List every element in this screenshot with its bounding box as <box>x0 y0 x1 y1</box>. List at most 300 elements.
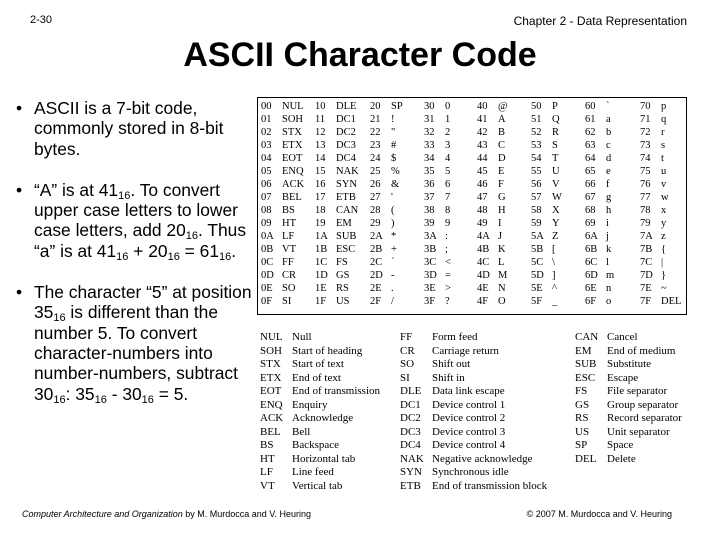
ascii-cell <box>640 204 681 217</box>
hex-code: 43 <box>477 140 488 151</box>
control-meaning: End of medium <box>607 344 676 357</box>
hex-code: 11 <box>315 114 326 125</box>
ascii-cell <box>315 152 359 165</box>
ascii-column <box>531 100 562 308</box>
control-meaning: Cancel <box>607 331 638 343</box>
ascii-cell <box>315 269 359 282</box>
ascii-cell <box>315 217 359 230</box>
ascii-cell <box>585 269 614 282</box>
legend-column <box>260 331 380 493</box>
bullet-list <box>16 98 252 425</box>
ascii-cell <box>585 126 614 139</box>
hex-code: 3F <box>424 296 436 307</box>
control-meaning: Bell <box>292 425 311 438</box>
ascii-symbol: K <box>498 244 506 255</box>
control-abbreviation: BEL <box>260 425 281 438</box>
hex-code: 2E <box>370 283 382 294</box>
control-abbreviation: CAN <box>575 331 599 343</box>
ascii-cell <box>531 139 562 152</box>
ascii-symbol: + <box>391 244 397 255</box>
control-meaning: File separator <box>607 385 668 397</box>
ascii-cell <box>261 269 304 282</box>
ascii-cell <box>640 269 681 282</box>
control-meaning: End of transmission <box>292 385 380 397</box>
legend-row <box>400 480 547 494</box>
ascii-cell <box>424 243 451 256</box>
ascii-symbol: A <box>498 114 506 125</box>
ascii-cell <box>640 282 681 295</box>
hex-code: 51 <box>531 114 542 125</box>
hex-code: 5C <box>531 257 544 268</box>
ascii-cell <box>424 178 451 191</box>
ascii-cell <box>261 243 304 256</box>
ascii-cell <box>640 113 681 126</box>
legend-column <box>400 331 547 493</box>
ascii-symbol: - <box>391 270 395 281</box>
hex-code: 15 <box>315 166 326 177</box>
hex-code: 3E <box>424 283 436 294</box>
ascii-symbol: S <box>552 140 558 151</box>
ascii-cell <box>477 204 508 217</box>
page-number: 2-30 <box>30 14 53 26</box>
ascii-symbol: ( <box>391 205 395 216</box>
control-meaning: Substitute <box>607 358 652 370</box>
ascii-symbol: # <box>391 140 397 151</box>
control-abbreviation: RS <box>575 412 589 424</box>
legend-row <box>575 331 682 345</box>
control-abbreviation: SI <box>400 371 410 384</box>
control-meaning: Null <box>292 331 312 343</box>
ascii-cell <box>531 191 562 204</box>
ascii-symbol: CAN <box>336 205 359 216</box>
ascii-symbol: ; <box>445 244 448 255</box>
ascii-cell <box>640 191 681 204</box>
ascii-symbol: SO <box>282 283 296 294</box>
ascii-cell <box>477 113 508 126</box>
hex-code: 30 <box>424 101 435 112</box>
ascii-symbol: E <box>498 166 505 177</box>
ascii-symbol: ENQ <box>282 166 304 177</box>
ascii-symbol: t <box>661 153 664 164</box>
hex-code: 40 <box>477 101 488 112</box>
ascii-symbol: w <box>661 192 669 203</box>
control-meaning: Carriage return <box>432 344 499 357</box>
hex-code: 7E <box>640 283 652 294</box>
ascii-symbol: H <box>498 205 506 216</box>
ascii-symbol: HT <box>282 218 296 229</box>
ascii-symbol: 8 <box>445 205 451 216</box>
ascii-cell <box>640 100 681 113</box>
control-meaning: Form feed <box>432 331 478 343</box>
control-abbreviation: ACK <box>260 412 284 424</box>
ascii-cell <box>640 165 681 178</box>
hex-code: 41 <box>477 114 488 125</box>
control-abbreviation: SO <box>400 358 415 370</box>
ascii-symbol: " <box>391 127 396 138</box>
legend-row <box>260 358 380 372</box>
hex-code: 77 <box>640 192 651 203</box>
hex-code: 01 <box>261 114 272 125</box>
ascii-cell <box>261 152 304 165</box>
ascii-symbol: a <box>606 114 611 125</box>
ascii-symbol: l <box>606 257 609 268</box>
ascii-cell <box>640 256 681 269</box>
hex-code: 49 <box>477 218 488 229</box>
legend-row <box>400 358 547 372</box>
ascii-cell <box>370 178 403 191</box>
hex-code: 37 <box>424 192 435 203</box>
hex-code: 5B <box>531 244 544 255</box>
ascii-symbol: F <box>498 179 504 190</box>
control-abbreviation: DLE <box>400 385 422 397</box>
hex-code: 7C <box>640 257 653 268</box>
hex-code: 3C <box>424 257 437 268</box>
ascii-cell <box>585 230 614 243</box>
ascii-symbol: N <box>498 283 506 294</box>
ascii-cell <box>585 100 614 113</box>
ascii-cell <box>315 165 359 178</box>
hex-code: 4C <box>477 257 490 268</box>
ascii-symbol: g <box>606 192 612 203</box>
control-abbreviation: LF <box>260 466 273 478</box>
legend-row <box>400 426 547 440</box>
ascii-symbol: DC2 <box>336 127 356 138</box>
control-meaning: Record separator <box>607 412 682 424</box>
ascii-cell <box>640 230 681 243</box>
ascii-cell <box>477 243 508 256</box>
ascii-cell <box>585 243 614 256</box>
control-abbreviation: FS <box>575 385 588 397</box>
hex-code: 0F <box>261 296 273 307</box>
control-abbreviation: SOH <box>260 344 283 357</box>
hex-code: 25 <box>370 166 381 177</box>
hex-code: 27 <box>370 192 381 203</box>
control-abbreviation: DC2 <box>400 412 421 424</box>
ascii-symbol: e <box>606 166 611 177</box>
control-abbreviation: US <box>575 425 590 438</box>
ascii-cell <box>261 204 304 217</box>
hex-code: 26 <box>370 179 381 190</box>
ascii-symbol: M <box>498 270 508 281</box>
hex-code: 62 <box>585 127 596 138</box>
ascii-cell <box>315 113 359 126</box>
hex-code: 10 <box>315 101 326 112</box>
legend-row <box>260 453 380 467</box>
ascii-cell <box>531 152 562 165</box>
legend-row <box>400 385 547 399</box>
ascii-cell <box>477 139 508 152</box>
ascii-cell <box>477 126 508 139</box>
hex-code: 08 <box>261 205 272 216</box>
ascii-cell <box>477 217 508 230</box>
legend-row <box>575 358 682 372</box>
ascii-column <box>315 100 359 308</box>
ascii-cell <box>315 178 359 191</box>
ascii-symbol: FF <box>282 257 294 268</box>
ascii-symbol: % <box>391 166 400 177</box>
ascii-cell <box>261 295 304 308</box>
ascii-symbol: 2 <box>445 127 451 138</box>
ascii-cell <box>315 139 359 152</box>
hex-code: 56 <box>531 179 542 190</box>
ascii-cell <box>585 191 614 204</box>
ascii-symbol: LF <box>282 231 295 242</box>
ascii-cell <box>370 191 403 204</box>
ascii-symbol: ! <box>391 114 395 125</box>
control-meaning: Backspace <box>292 439 340 451</box>
ascii-symbol: 6 <box>445 179 451 190</box>
ascii-cell <box>370 230 403 243</box>
control-abbreviation: GS <box>575 398 590 411</box>
hex-code: 31 <box>424 114 435 125</box>
ascii-symbol: P <box>552 101 558 112</box>
control-meaning: Data link escape <box>432 385 505 397</box>
hex-code: 57 <box>531 192 542 203</box>
hex-code: 0D <box>261 270 274 281</box>
hex-code: 73 <box>640 140 651 151</box>
ascii-cell <box>370 126 403 139</box>
legend-row <box>575 345 682 359</box>
hex-code: 3D <box>424 270 437 281</box>
ascii-cell <box>261 230 304 243</box>
legend-row <box>400 453 547 467</box>
ascii-cell <box>477 165 508 178</box>
ascii-cell <box>531 113 562 126</box>
ascii-symbol: V <box>552 179 560 190</box>
ascii-cell <box>531 295 562 308</box>
control-meaning: Vertical tab <box>292 479 343 492</box>
ascii-cell <box>640 152 681 165</box>
hex-code: 7D <box>640 270 653 281</box>
ascii-cell <box>640 243 681 256</box>
ascii-symbol: v <box>661 179 667 190</box>
hex-code: 50 <box>531 101 542 112</box>
ascii-symbol: < <box>445 257 451 268</box>
ascii-cell <box>477 295 508 308</box>
ascii-symbol: B <box>498 127 506 138</box>
control-abbreviation: ENQ <box>260 398 283 411</box>
control-abbreviation: NUL <box>260 331 283 343</box>
ascii-symbol: Z <box>552 231 559 242</box>
ascii-symbol: y <box>661 218 667 229</box>
ascii-symbol: ETX <box>282 140 303 151</box>
ascii-cell <box>424 217 451 230</box>
ascii-symbol: SYN <box>336 179 358 190</box>
ascii-symbol: SI <box>282 296 292 307</box>
slide-title: ASCII Character Code <box>183 36 537 74</box>
ascii-symbol: 9 <box>445 218 451 229</box>
control-abbreviation: FF <box>400 331 413 343</box>
hex-code: 6E <box>585 283 597 294</box>
ascii-cell <box>424 191 451 204</box>
legend-row <box>260 399 380 413</box>
ascii-cell <box>477 256 508 269</box>
ascii-symbol: I <box>498 218 502 229</box>
hex-code: 1F <box>315 296 327 307</box>
hex-code: 39 <box>424 218 435 229</box>
ascii-cell <box>315 295 359 308</box>
hex-code: 75 <box>640 166 651 177</box>
ascii-symbol: z <box>661 231 666 242</box>
ascii-cell <box>424 269 451 282</box>
ascii-symbol: ] <box>552 270 556 281</box>
hex-code: 09 <box>261 218 272 229</box>
footer-citation: Computer Architecture and Organization by M. Murdocca and V. Heuring <box>22 509 311 519</box>
ascii-cell <box>261 217 304 230</box>
ascii-symbol: / <box>391 296 394 307</box>
ascii-symbol: O <box>498 296 506 307</box>
ascii-cell <box>261 100 304 113</box>
control-meaning: Unit separator <box>607 425 670 438</box>
control-abbreviation: DC1 <box>400 398 421 411</box>
ascii-symbol: c <box>606 140 611 151</box>
hex-code: 54 <box>531 153 542 164</box>
legend-row <box>575 399 682 413</box>
control-abbreviation: STX <box>260 358 281 370</box>
ascii-cell <box>370 113 403 126</box>
ascii-cell <box>424 295 451 308</box>
control-meaning: End of text <box>292 371 341 384</box>
hex-code: 44 <box>477 153 488 164</box>
hex-code: 38 <box>424 205 435 216</box>
control-meaning: End of transmission block <box>432 479 548 492</box>
ascii-symbol: ´ <box>391 257 395 268</box>
ascii-symbol: U <box>552 166 560 177</box>
ascii-symbol: h <box>606 205 612 216</box>
legend-row <box>575 372 682 386</box>
ascii-cell <box>477 230 508 243</box>
legend-row <box>575 385 682 399</box>
ascii-symbol: \ <box>552 257 555 268</box>
hex-code: 76 <box>640 179 651 190</box>
ascii-symbol: DC1 <box>336 114 356 125</box>
control-meaning: Line feed <box>292 466 334 478</box>
ascii-cell <box>315 256 359 269</box>
ascii-symbol: o <box>606 296 612 307</box>
legend-row <box>260 426 380 440</box>
ascii-cell <box>424 256 451 269</box>
ascii-cell <box>370 269 403 282</box>
hex-code: 2F <box>370 296 382 307</box>
ascii-cell <box>585 152 614 165</box>
hex-code: 47 <box>477 192 488 203</box>
hex-code: 00 <box>261 101 272 112</box>
ascii-symbol: ` <box>606 101 610 112</box>
ascii-symbol: ESC <box>336 244 356 255</box>
hex-code: 32 <box>424 127 435 138</box>
ascii-cell <box>640 178 681 191</box>
ascii-cell <box>424 204 451 217</box>
ascii-cell <box>477 100 508 113</box>
ascii-symbol: j <box>606 231 609 242</box>
hex-code: 53 <box>531 140 542 151</box>
ascii-symbol: $ <box>391 153 397 164</box>
control-meaning: Start of text <box>292 358 344 370</box>
hex-code: 1C <box>315 257 328 268</box>
ascii-symbol: ) <box>391 218 395 229</box>
hex-code: 23 <box>370 140 381 151</box>
control-meaning: Device control 4 <box>432 439 506 451</box>
hex-code: 6D <box>585 270 598 281</box>
ascii-cell <box>531 256 562 269</box>
ascii-symbol: ' <box>391 192 393 203</box>
hex-code: 12 <box>315 127 326 138</box>
hex-code: 60 <box>585 101 596 112</box>
hex-code: 6A <box>585 231 598 242</box>
ascii-cell <box>531 126 562 139</box>
ascii-symbol: 4 <box>445 153 451 164</box>
ascii-symbol: STX <box>282 127 302 138</box>
control-abbreviation: EOT <box>260 385 282 397</box>
legend-row <box>575 426 682 440</box>
ascii-cell <box>585 256 614 269</box>
ascii-cell <box>531 100 562 113</box>
ascii-cell <box>585 295 614 308</box>
hex-code: 4B <box>477 244 490 255</box>
ascii-symbol: Q <box>552 114 560 125</box>
legend-row <box>260 345 380 359</box>
control-code-legend <box>260 331 690 491</box>
control-abbreviation: CR <box>400 344 415 357</box>
ascii-symbol: @ <box>498 101 508 112</box>
ascii-cell <box>370 282 403 295</box>
ascii-cell <box>531 204 562 217</box>
legend-row <box>400 412 547 426</box>
hex-code: 79 <box>640 218 651 229</box>
hex-code: 0E <box>261 283 273 294</box>
hex-code: 29 <box>370 218 381 229</box>
hex-code: 4A <box>477 231 490 242</box>
hex-code: 36 <box>424 179 435 190</box>
hex-code: 48 <box>477 205 488 216</box>
hex-code: 04 <box>261 153 272 164</box>
ascii-cell <box>531 269 562 282</box>
control-abbreviation: BS <box>260 439 274 451</box>
hex-code: 2A <box>370 231 383 242</box>
ascii-cell <box>585 204 614 217</box>
ascii-cell <box>261 165 304 178</box>
ascii-symbol: T <box>552 153 559 164</box>
hex-code: 6C <box>585 257 598 268</box>
control-abbreviation: DC3 <box>400 425 421 438</box>
control-abbreviation: SUB <box>575 358 597 370</box>
control-meaning: Horizontal tab <box>292 452 356 465</box>
ascii-cell <box>370 256 403 269</box>
ascii-cell <box>261 139 304 152</box>
control-meaning: Space <box>607 439 634 451</box>
ascii-symbol: x <box>661 205 667 216</box>
ascii-cell <box>585 178 614 191</box>
ascii-symbol: EM <box>336 218 352 229</box>
control-meaning: Delete <box>607 452 636 465</box>
hex-code: 07 <box>261 192 272 203</box>
ascii-symbol: US <box>336 296 350 307</box>
hex-code: 03 <box>261 140 272 151</box>
hex-code: 2B <box>370 244 383 255</box>
ascii-symbol: ~ <box>661 283 667 294</box>
control-meaning: Start of heading <box>292 344 363 357</box>
ascii-cell <box>531 230 562 243</box>
ascii-cell <box>424 282 451 295</box>
control-abbreviation: NAK <box>400 452 424 465</box>
legend-row <box>400 466 547 480</box>
ascii-cell <box>315 282 359 295</box>
ascii-symbol: r <box>661 127 665 138</box>
hex-code: 21 <box>370 114 381 125</box>
control-meaning: Shift out <box>432 358 471 370</box>
ascii-symbol: X <box>552 205 560 216</box>
ascii-symbol: ^ <box>552 283 557 294</box>
